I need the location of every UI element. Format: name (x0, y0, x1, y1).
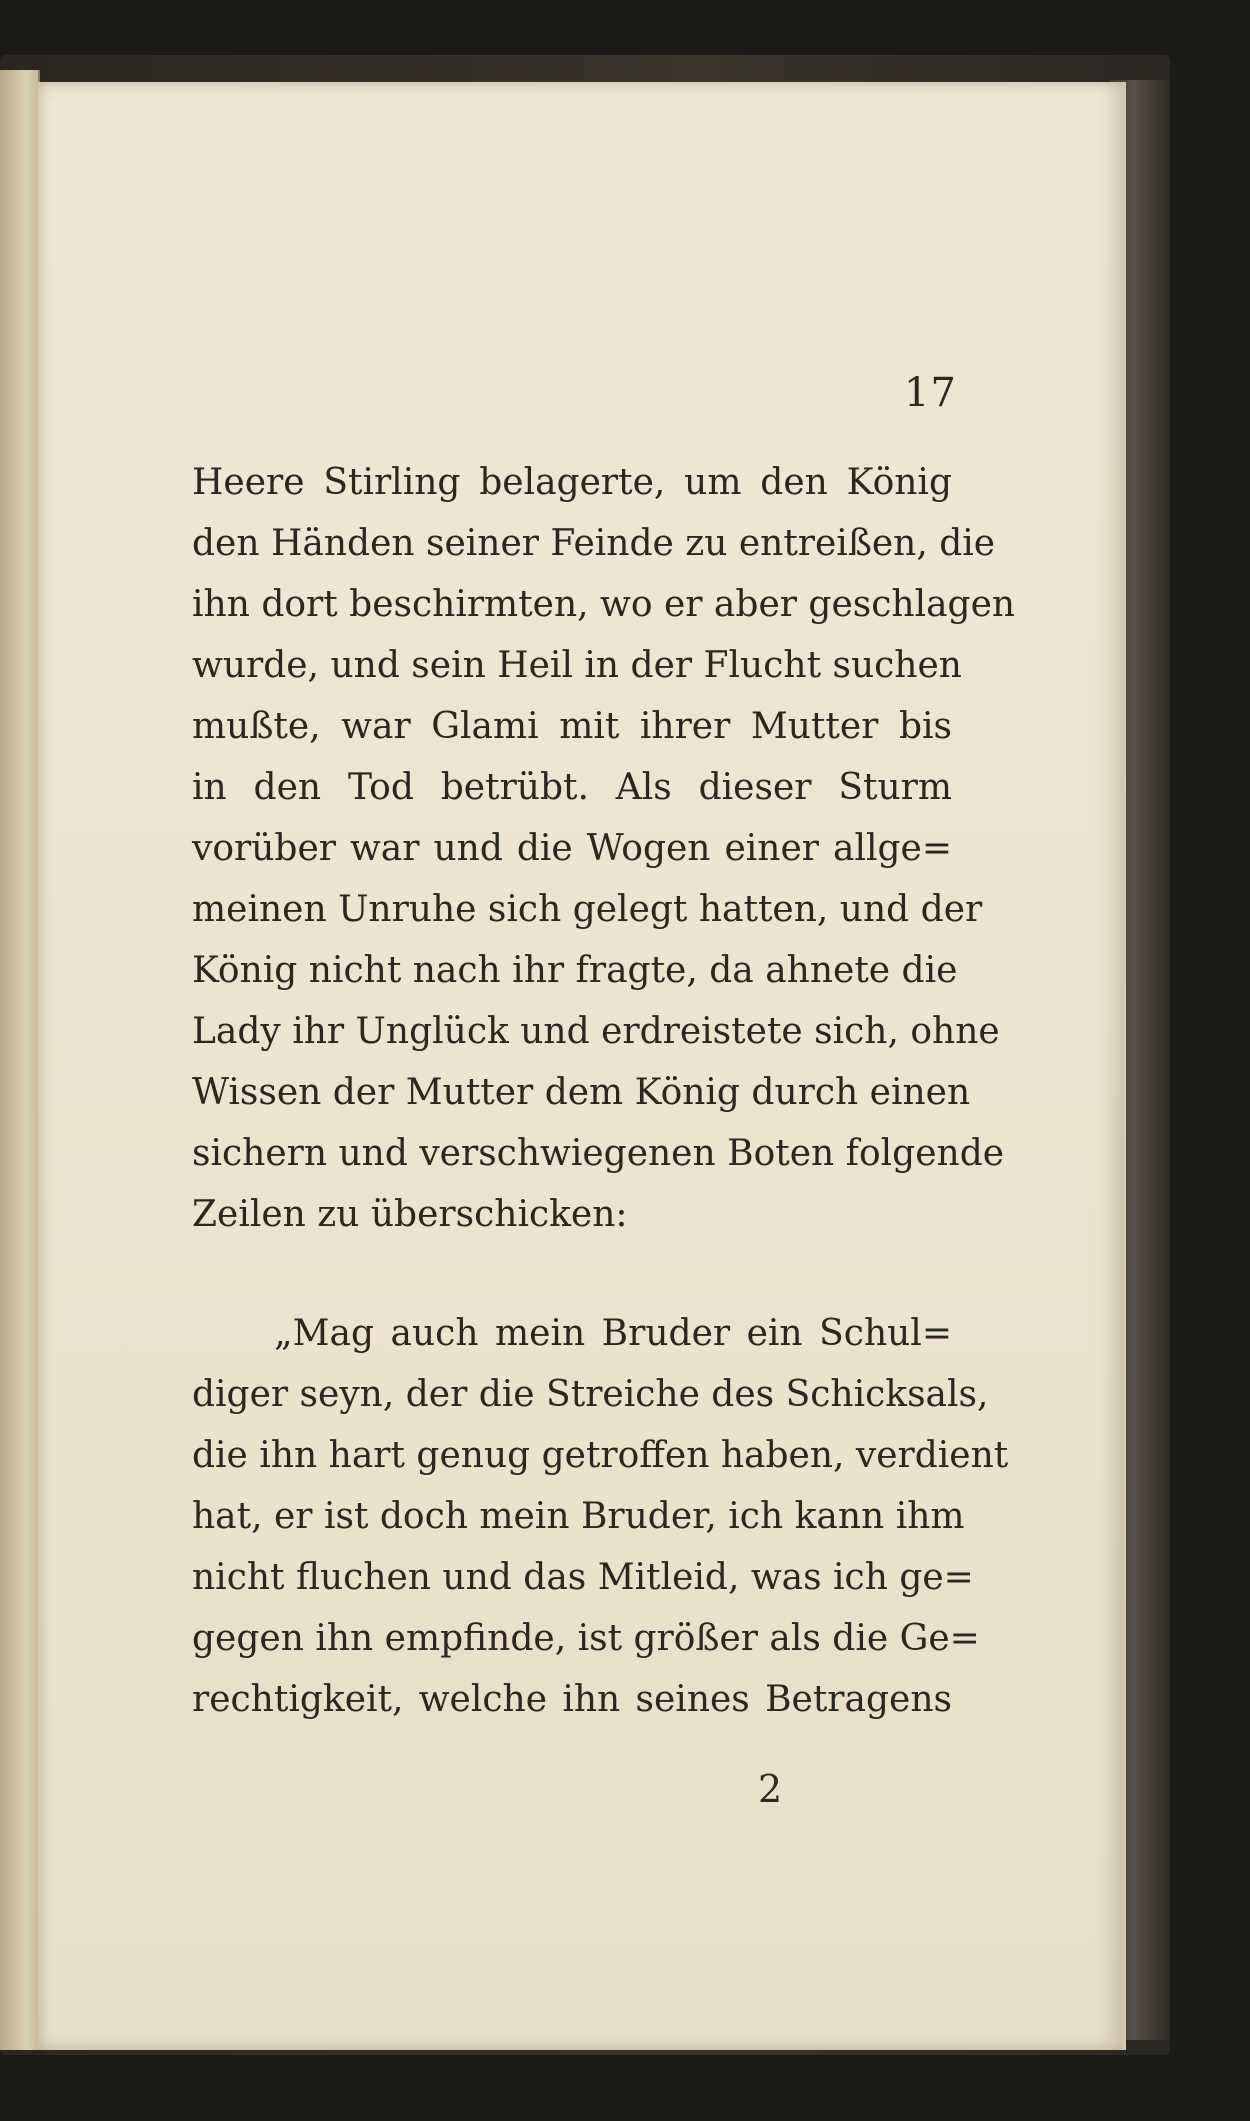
text-line: Heere Stirling belagerte, um den König (192, 462, 952, 503)
paragraph-1 (192, 452, 1016, 1245)
text-line: die ihn hart genug getroffen haben, verdient (192, 1435, 1009, 1476)
text-line: den Händen seiner Feinde zu entreißen, die (192, 523, 996, 564)
text-line: hat, er ist doch mein Bruder, ich kann ihm (192, 1496, 965, 1537)
text-line: ihn dort beschirmten, wo er aber geschlagen (192, 584, 1016, 625)
paragraph-gap (192, 1245, 952, 1303)
text-line: König nicht nach ihr fragte, da ahnete die (192, 950, 958, 991)
text-line: nicht fluchen und das Mitleid, was ich ge= (192, 1557, 974, 1598)
text-line: diger seyn, der die Streiche des Schicksals, (192, 1374, 989, 1415)
text-line: sichern und verschwiegenen Boten folgende (192, 1133, 1005, 1174)
text-line: meinen Unruhe sich gelegt hatten, und der (192, 889, 983, 930)
text-line: vorüber war und die Wogen einer allge= (192, 828, 952, 869)
paragraph-2 (192, 1303, 1009, 1730)
page-number: 17 (904, 370, 957, 416)
text-line: Lady ihr Unglück und erdreistete sich, ohne (192, 1011, 1000, 1052)
page-text (192, 452, 1016, 1730)
text-line: Wissen der Mutter dem König durch einen (192, 1072, 971, 1113)
book-page (38, 82, 1126, 2050)
text-line: „Mag auch mein Bruder ein Schul= (274, 1313, 952, 1354)
left-page-edge (0, 70, 40, 2050)
text-line: wurde, und sein Heil in der Flucht suchen (192, 645, 962, 686)
signature-mark: 2 (758, 1767, 783, 1811)
text-line: gegen ihn empfinde, ist größer als die Ge= (192, 1618, 980, 1659)
text-line: mußte, war Glami mit ihrer Mutter bis (192, 706, 952, 747)
text-line: rechtigkeit, welche ihn seines Betragens (192, 1679, 952, 1720)
text-line: in den Tod betrübt. Als dieser Sturm (192, 767, 952, 808)
text-line: Zeilen zu überschicken: (192, 1194, 628, 1235)
